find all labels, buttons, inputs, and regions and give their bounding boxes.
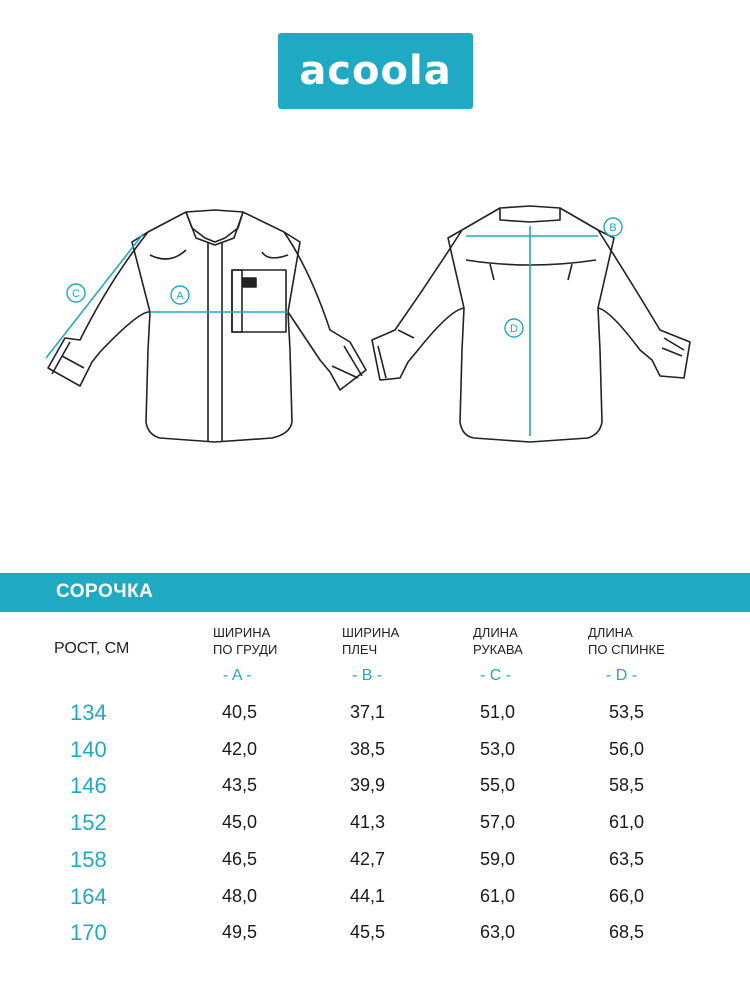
table-row: 146 43,5 39,9 55,0 58,5	[70, 773, 645, 798]
col-letter-b: - B -	[352, 667, 383, 684]
logo-text: acoola	[299, 48, 452, 94]
brand-logo	[278, 33, 473, 109]
col-letter-a: - A -	[223, 667, 252, 684]
shirt-diagram	[0, 190, 750, 460]
table-row: 140 42,0 38,5 53,0 56,0	[70, 737, 645, 762]
shirt-back-icon	[372, 206, 690, 442]
product-title: СОРОЧКА	[56, 581, 154, 602]
table-row: 158 46,5 42,7 59,0 63,5	[70, 847, 645, 872]
label-d: D	[510, 323, 518, 335]
label-c: C	[72, 288, 80, 300]
col-letter-d: - D -	[606, 667, 638, 684]
col-letter-c: - C -	[480, 667, 512, 684]
table-row: 164 48,0 44,1 61,0 66,0	[70, 884, 645, 909]
row-header-label: РОСТ, СМ	[54, 640, 130, 657]
shirt-front-icon	[48, 210, 366, 442]
col-header-b: ШИРИНА ПЛЕЧ	[342, 625, 400, 657]
table-row: 134 40,5 37,1 51,0 53,5	[70, 700, 645, 725]
label-b: B	[609, 222, 617, 234]
table-row: 170 49,5 45,5 63,0 68,5	[70, 920, 645, 945]
table-row: 152 45,0 41,3 57,0 61,0	[70, 810, 645, 835]
col-header-c: ДЛИНА РУКАВА	[473, 625, 523, 657]
product-banner	[0, 573, 750, 612]
col-header-a: ШИРИНА ПО ГРУДИ	[213, 625, 278, 657]
col-header-d: ДЛИНА ПО СПИНКЕ	[588, 625, 665, 657]
label-a: A	[176, 290, 184, 302]
